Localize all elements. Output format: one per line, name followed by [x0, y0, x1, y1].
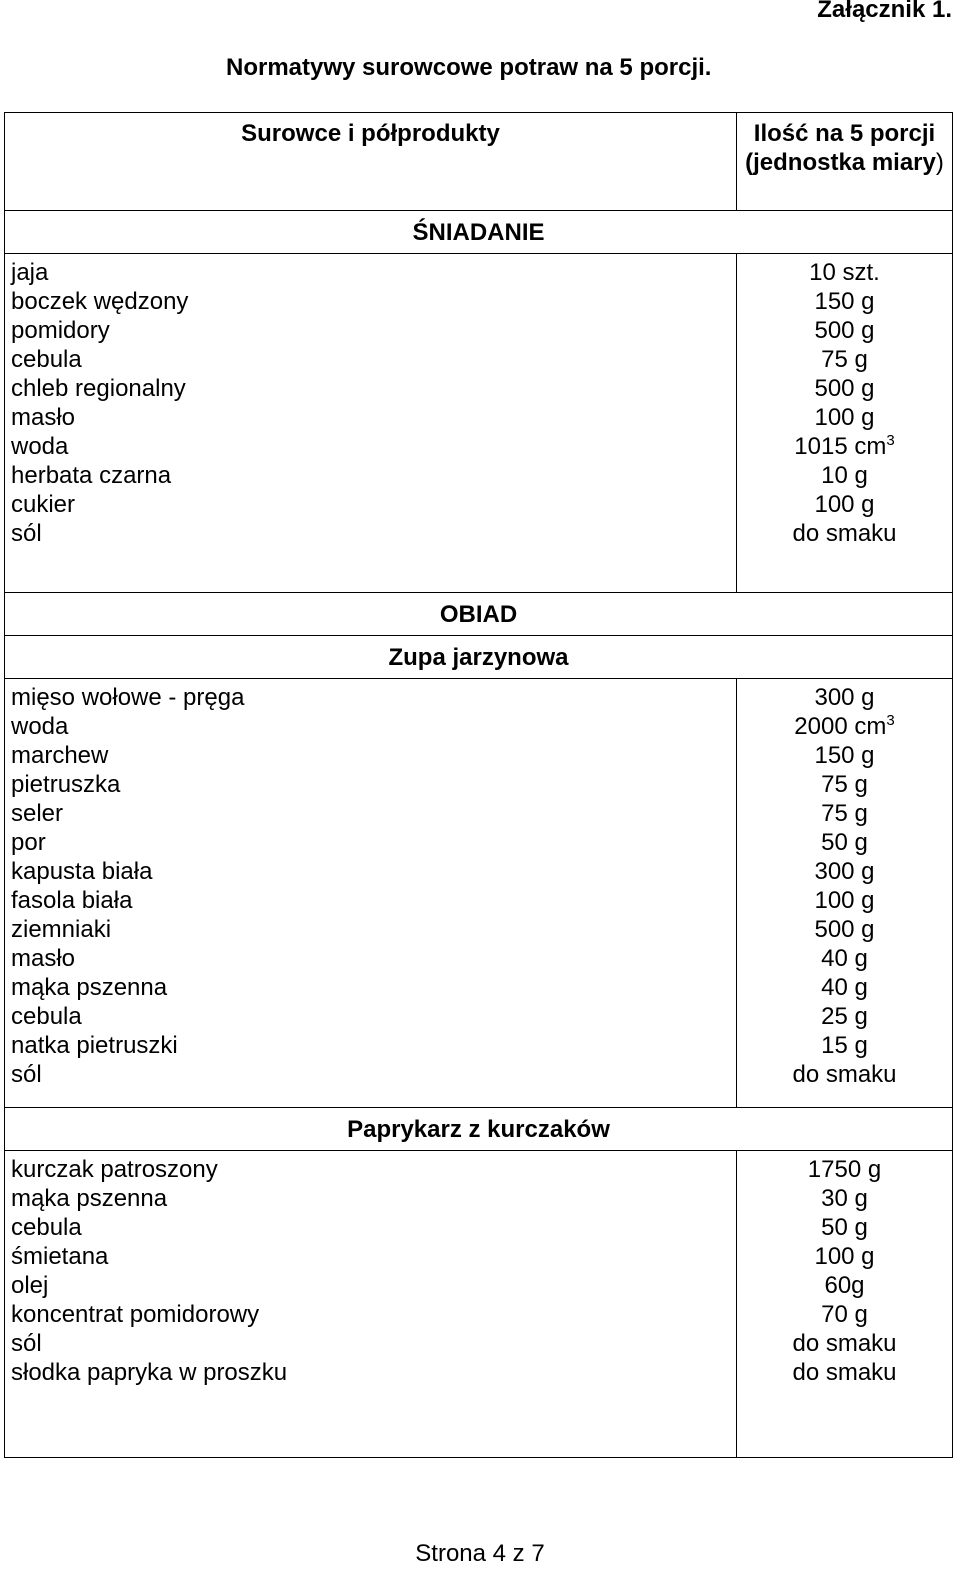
ingredient-quantity [737, 403, 952, 432]
quantity-value: 100 g [814, 887, 875, 914]
quantity-value: 1015 cm [794, 433, 887, 460]
quantity-value: 75 g [821, 771, 868, 798]
quantity-value: do smaku [792, 1359, 897, 1386]
quantity-value: 100 g [814, 1243, 875, 1270]
ingredient-name: cebula [11, 1214, 82, 1241]
page-number: Strona 4 z 7 [415, 1540, 545, 1567]
header-quantity-label: Ilość na 5 porcji (jednostka miary [745, 120, 936, 176]
quantity-value: 100 g [814, 404, 875, 431]
ingredient-quantity [737, 770, 952, 799]
quantity-value: do smaku [792, 1330, 897, 1357]
unit-exponent: 3 [886, 712, 895, 729]
ingredient-name: woda [11, 433, 69, 460]
ingredient-name: cukier [11, 491, 76, 518]
ingredient-quantity [737, 1329, 952, 1358]
quantity-value: 40 g [821, 974, 868, 1001]
quantity-value: 30 g [821, 1185, 868, 1212]
quantity-list [737, 679, 953, 1108]
ingredient-name: pietruszka [11, 771, 121, 798]
quantity-value: do smaku [792, 520, 897, 547]
ingredient-quantity [737, 1002, 952, 1031]
quantity-value: 150 g [814, 742, 875, 769]
quantity-list [737, 1151, 953, 1458]
quantity-value: 40 g [821, 945, 868, 972]
ingredient-name: fasola biała [11, 887, 133, 914]
ingredient-name: boczek wędzony [11, 288, 189, 315]
ingredient-quantity [737, 461, 952, 490]
ingredient-name: masło [11, 404, 76, 431]
meal-row-lunch [5, 593, 953, 636]
norms-table [4, 112, 953, 1458]
ingredient-quantity [737, 1300, 952, 1329]
ingredient-quantity [737, 944, 952, 973]
dish-chicken-title: Paprykarz z kurczaków [5, 1108, 953, 1151]
dish-row-soup [5, 636, 953, 679]
ingredient-name: seler [11, 800, 64, 827]
quantity-value: 75 g [821, 346, 868, 373]
ingredient-quantity [737, 712, 952, 741]
ingredient-quantity [737, 915, 952, 944]
ingredient-quantity [737, 345, 952, 374]
ingredient-name: kurczak patroszony [11, 1156, 218, 1183]
ingredient-name: pomidory [11, 317, 110, 344]
ingredient-list [5, 254, 737, 593]
ingredient-quantity [737, 973, 952, 1002]
ingredient-quantity [737, 432, 952, 461]
ingredient-name: marchew [11, 742, 109, 769]
ingredient-quantity [737, 886, 952, 915]
ingredient-name: jaja [11, 259, 49, 286]
header-ingredients-label: Surowce i półprodukty [241, 120, 500, 147]
ingredient-quantity [737, 374, 952, 403]
ingredient-list [5, 679, 737, 1108]
ingredient-name: sól [11, 1330, 42, 1357]
header-ingredients [5, 113, 737, 211]
ingredient-name: kapusta biała [11, 858, 153, 885]
dish-soup-title: Zupa jarzynowa [5, 636, 953, 679]
ingredient-name: herbata czarna [11, 462, 172, 489]
quantity-value: 500 g [814, 375, 875, 402]
ingredient-name: słodka papryka w proszku [11, 1359, 288, 1386]
quantity-value: do smaku [792, 1061, 897, 1088]
quantity-value: 500 g [814, 317, 875, 344]
ingredient-quantity [737, 828, 952, 857]
ingredient-name: koncentrat pomidorowy [11, 1301, 260, 1328]
ingredient-quantity [737, 1155, 952, 1184]
ingredient-name: śmietana [11, 1243, 109, 1270]
ingredient-quantity [737, 741, 952, 770]
quantity-value: 500 g [814, 916, 875, 943]
quantity-value: 50 g [821, 1214, 868, 1241]
document-title: Normatywy surowcowe potraw na 5 porcji. [226, 54, 712, 81]
ingredient-name: cebula [11, 346, 82, 373]
section-soup [5, 679, 953, 1108]
ingredient-name: mąka pszenna [11, 1185, 168, 1212]
header-quantity-paren: ) [935, 149, 944, 176]
ingredient-quantity [737, 857, 952, 886]
meal-breakfast-title: ŚNIADANIE [5, 211, 953, 254]
ingredient-quantity [737, 1213, 952, 1242]
quantity-value: 75 g [821, 800, 868, 827]
quantity-value: 50 g [821, 829, 868, 856]
ingredient-name: por [11, 829, 46, 856]
ingredient-quantity [737, 1242, 952, 1271]
attachment-label: Załącznik 1. [817, 0, 952, 23]
quantity-value: 25 g [821, 1003, 868, 1030]
quantity-value: 15 g [821, 1032, 868, 1059]
ingredient-quantity [737, 258, 952, 287]
meal-lunch-title: OBIAD [5, 593, 953, 636]
ingredient-quantity [737, 287, 952, 316]
ingredient-name: ziemniaki [11, 916, 112, 943]
ingredient-list [5, 1151, 737, 1458]
section-chicken [5, 1151, 953, 1458]
ingredient-name: mąka pszenna [11, 974, 168, 1001]
quantity-value: 300 g [814, 858, 875, 885]
ingredient-name: woda [11, 713, 69, 740]
ingredient-name: sól [11, 1061, 42, 1088]
meal-row-breakfast [5, 211, 953, 254]
quantity-value: 60g [824, 1272, 865, 1299]
ingredient-quantity [737, 799, 952, 828]
ingredient-name: masło [11, 945, 76, 972]
section-breakfast [5, 254, 953, 593]
quantity-value: 10 szt. [809, 259, 880, 286]
ingredient-quantity [737, 1271, 952, 1300]
table-header-row [5, 113, 953, 211]
ingredient-quantity [737, 1184, 952, 1213]
ingredient-quantity [737, 1358, 952, 1387]
ingredient-name: sól [11, 520, 42, 547]
quantity-value: 300 g [814, 684, 875, 711]
ingredient-name: mięso wołowe - pręga [11, 684, 245, 711]
ingredient-name: cebula [11, 1003, 82, 1030]
unit-exponent: 3 [886, 432, 895, 449]
ingredient-quantity [737, 316, 952, 345]
quantity-value: 10 g [821, 462, 868, 489]
header-quantity [737, 113, 953, 211]
quantity-value: 70 g [821, 1301, 868, 1328]
dish-row-chicken [5, 1108, 953, 1151]
quantity-value: 150 g [814, 288, 875, 315]
ingredient-quantity [737, 519, 952, 548]
quantity-value: 100 g [814, 491, 875, 518]
ingredient-name: natka pietruszki [11, 1032, 178, 1059]
ingredient-quantity [737, 1031, 952, 1060]
quantity-list [737, 254, 953, 593]
ingredient-name: chleb regionalny [11, 375, 186, 402]
quantity-value: 2000 cm [794, 713, 887, 740]
ingredient-quantity [737, 490, 952, 519]
ingredient-name: olej [11, 1272, 49, 1299]
ingredient-quantity [737, 1060, 952, 1089]
quantity-value: 1750 g [807, 1156, 882, 1183]
ingredient-quantity [737, 683, 952, 712]
